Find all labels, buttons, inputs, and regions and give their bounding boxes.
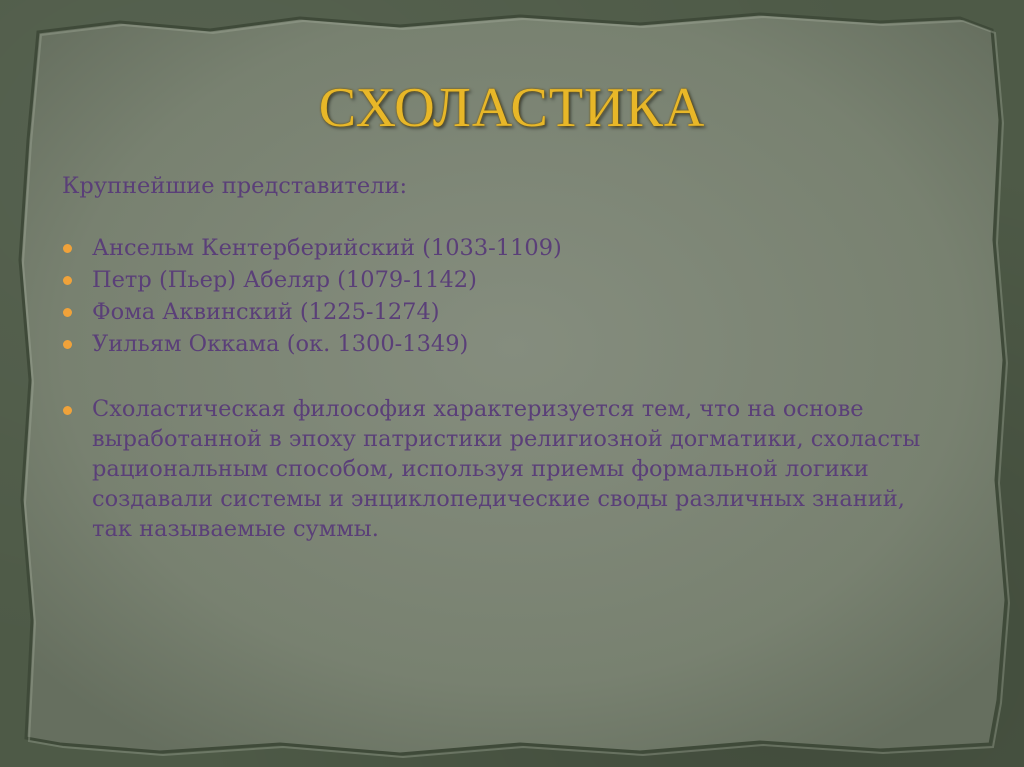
representatives-list: [62, 232, 942, 360]
list-item: [62, 232, 942, 264]
list-item: [62, 328, 942, 360]
representative-name: Фома Аквинский (1225-1274): [92, 299, 440, 325]
bullet-icon: [63, 276, 72, 285]
intro-text: Крупнейшие представители:: [62, 173, 408, 199]
list-item: [62, 296, 942, 328]
list-item: [62, 264, 942, 296]
slide-content: [62, 170, 942, 544]
bullet-icon: [63, 406, 72, 415]
representative-name: Петр (Пьер) Абеляр (1079-1142): [92, 267, 477, 293]
representative-name: Ансельм Кентерберийский (1033-1109): [92, 235, 562, 261]
list-item: [62, 394, 942, 544]
slide-title: СХОЛАСТИКА: [318, 77, 706, 139]
description-text: Схоластическая философия характеризуется тем, что на основе выработанной в эпоху патристики религиозной догматики, схоласты рациональным способом, используя приемы формальной логики создавали системы и энциклопедические своды различных знаний, так называемые суммы.: [92, 396, 921, 542]
description-list: [62, 394, 942, 544]
representative-name: Уильям Оккама (ок. 1300-1349): [92, 331, 469, 357]
bullet-icon: [63, 340, 72, 349]
bullet-icon: [63, 308, 72, 317]
bullet-icon: [63, 244, 72, 253]
